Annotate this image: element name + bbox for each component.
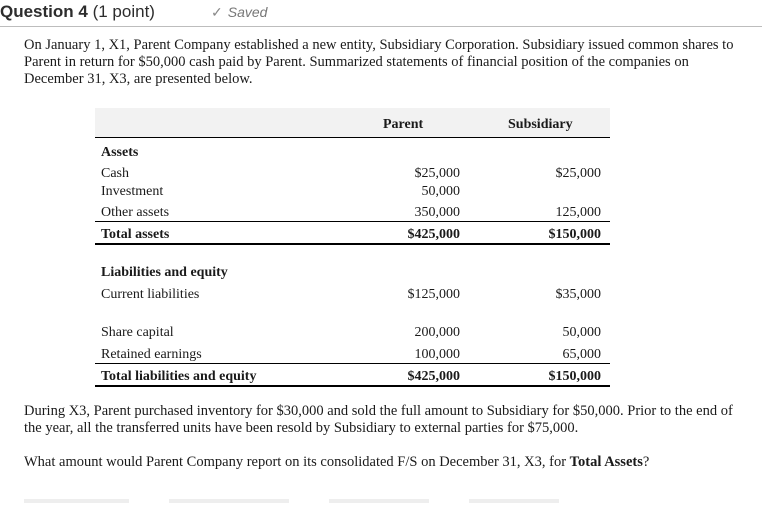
parent-value: $25,000 [414, 166, 460, 181]
saved-text: Saved [227, 4, 268, 20]
question-label: Question 4 [0, 2, 88, 21]
question-title [0, 2, 155, 22]
total-underline [95, 243, 610, 245]
question-intro: On January 1, X1, Parent Company established a new entity, Subsidiary Corporation. Subsidiary issued common shares to Parent in return for $50,000 cash paid by Parent. Summarized statements of financial position of the companies on December 31, X3, are presented below. [24, 37, 734, 87]
column-header-parent: Parent [383, 117, 424, 132]
row-label: Total liabilities and equity [101, 369, 257, 384]
question-prompt [24, 454, 749, 471]
row-label: Investment [101, 184, 164, 199]
subsidiary-value: $25,000 [555, 166, 601, 181]
row-divider [95, 363, 610, 364]
parent-value: $425,000 [407, 369, 460, 384]
row-label: Other assets [101, 205, 170, 220]
parent-value: $425,000 [407, 227, 460, 242]
subsidiary-value: 125,000 [555, 205, 601, 220]
answer-area-edge [24, 490, 724, 497]
question-prefix: What amount would Parent Company report on its consolidated F/S on December 31, X3, for [24, 454, 570, 470]
parent-value: 50,000 [421, 184, 460, 199]
total-underline [95, 385, 610, 387]
liabilities-heading: Liabilities and equity [101, 265, 228, 280]
saved-status [211, 4, 267, 21]
scenario-text: During X3, Parent purchased inventory for $30,000 and sold the full amount to Subsidiary for $50,000. Prior to the end of the year, all the transferred units have been resold by Subsidiary to external parties for $75,000. [24, 403, 733, 436]
row-label: Cash [101, 166, 129, 181]
subsidiary-value: $150,000 [548, 369, 601, 384]
assets-heading: Assets [101, 145, 139, 160]
subsidiary-value: $150,000 [548, 227, 601, 242]
column-header-subsidiary: Subsidiary [508, 117, 573, 132]
financial-statement-table [95, 108, 610, 388]
subsidiary-value: 65,000 [562, 347, 601, 362]
question-points: (1 point) [92, 2, 155, 21]
question-emphasis: Total Assets [569, 454, 643, 470]
row-label: Current liabilities [101, 287, 200, 302]
parent-value: 350,000 [414, 205, 460, 220]
question-header [0, 0, 762, 26]
subsidiary-value: 50,000 [562, 325, 601, 340]
parent-value: $125,000 [407, 287, 460, 302]
row-label: Retained earnings [101, 347, 202, 362]
parent-value: 100,000 [414, 347, 460, 362]
check-icon: ✓ [211, 4, 223, 20]
header-divider [0, 26, 762, 27]
row-label: Share capital [101, 325, 174, 340]
parent-value: 200,000 [414, 325, 460, 340]
row-label: Total assets [101, 227, 170, 242]
question-suffix: ? [642, 454, 650, 470]
subsidiary-value: $35,000 [555, 287, 601, 302]
row-divider [95, 221, 610, 222]
